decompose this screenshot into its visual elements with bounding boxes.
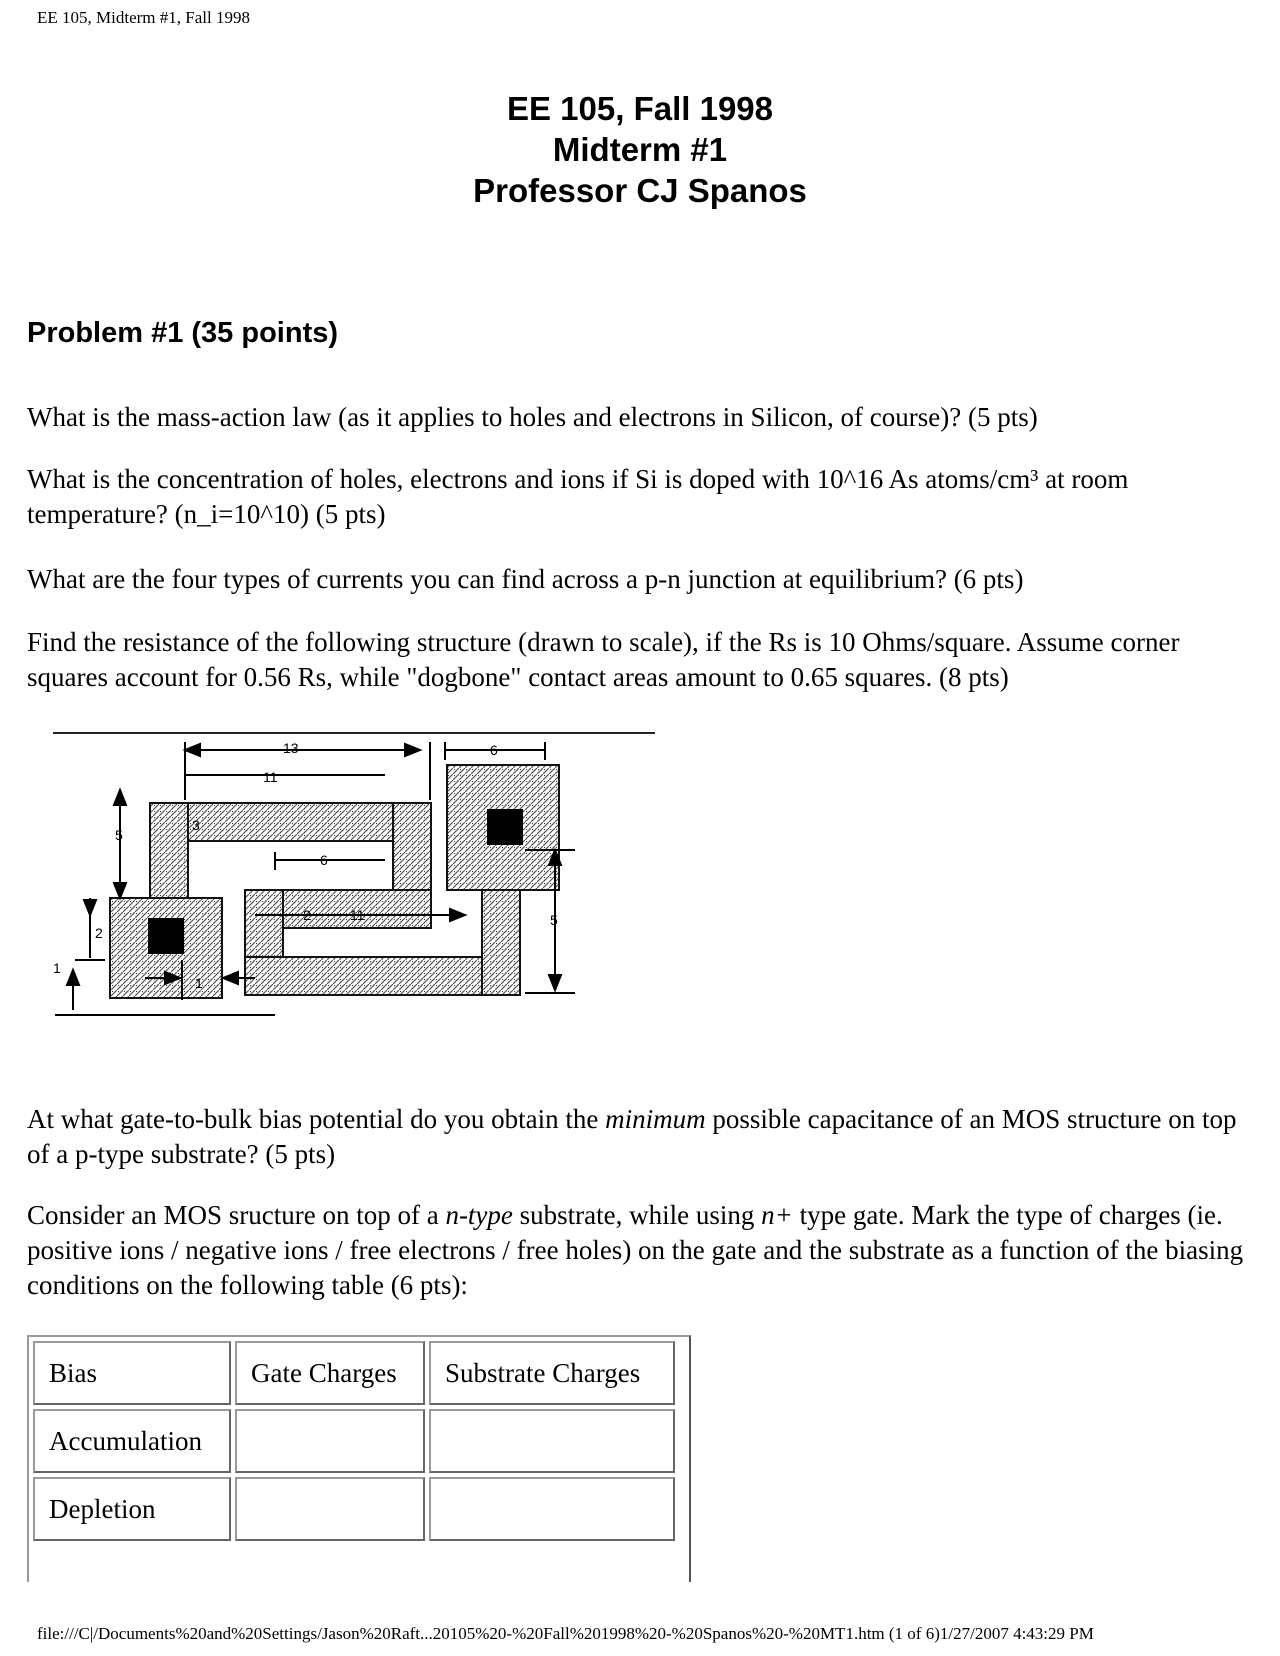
dim-label-mid-width: 6 (320, 852, 328, 868)
exam-title: Midterm #1 (552, 131, 728, 168)
dim-label-left-bottom: 1 (53, 960, 61, 976)
bias-charges-table (27, 1335, 691, 1582)
table-header-gate: Gate Charges (235, 1341, 425, 1405)
arrowhead (405, 744, 420, 756)
question-mass-action: What is the mass-action law (as it applies to holes and electrons in Silicon, of course)? (5 pts) (27, 402, 1038, 432)
emphasis-n-type: n-type (445, 1200, 513, 1230)
table-cell-gate[interactable] (235, 1409, 425, 1473)
arrowhead (114, 790, 126, 805)
question-resistance: Find the resistance of the following structure (drawn to scale), if the Rs is 10 Ohms/square. Assume corner squares account for 0.56 Rs, while "dogbone" contact areas amount to 0.65 squares. (8 pts) (27, 627, 1180, 692)
course-title: EE 105, Fall 1998 (506, 90, 773, 127)
dim-label-bottom-gap: 1 (195, 975, 203, 991)
page-footer: file:///C|/Documents%20and%20Settings/Jason%20Raft...20105%20-%20Fall%201998%20-%20Spanos%20-%20MT1.htm (1 of 6)1/27/2007 4:43:29 PM (37, 1624, 1094, 1643)
dim-label-top-inner: 11 (263, 769, 278, 785)
arrowhead (450, 909, 465, 921)
arrowhead (114, 883, 126, 898)
table-cell-substrate[interactable] (429, 1409, 675, 1473)
left-contact-square (148, 918, 184, 954)
dim-label-left-height: 5 (115, 827, 123, 843)
dim-label-top-outer: 13 (283, 740, 299, 756)
question-min-capacitance: At what gate-to-bulk bias potential do you obtain the minimum possible capacitance of an MOS structure on top of a p-type substrate? (5 pts) (27, 1104, 1237, 1169)
dim-label-inner-height: 3 (192, 817, 200, 833)
dim-label-left-contact: 2 (95, 925, 103, 941)
professor-name: Professor CJ Spanos (473, 172, 807, 209)
right-contact-square (487, 809, 523, 845)
dim-label-right-height: 5 (550, 912, 558, 928)
table-header-substrate: Substrate Charges (429, 1341, 675, 1405)
arrowhead (549, 975, 561, 990)
arrowhead (67, 970, 79, 985)
page-header: EE 105, Midterm #1, Fall 1998 (37, 8, 250, 27)
left-vertical (150, 803, 188, 898)
question-currents: What are the four types of currents you can find across a p-n junction at equilibrium? (6 pts) (27, 564, 1024, 594)
question-mos-charges: Consider an MOS sructure on top of a n-type substrate, while using n+ type gate. Mark the type of charges (ie. positive ions / negative ions / free electrons / free holes) on the gate and the substrate as a function of the biasing conditions on the following table (6 pts): (27, 1200, 1244, 1300)
right-vertical (482, 890, 520, 995)
arrowhead (84, 900, 96, 915)
arrowhead (223, 972, 238, 984)
resistor-body (110, 765, 559, 998)
table-cell-gate[interactable] (235, 1477, 425, 1541)
dim-label-lower-mid: 2 (303, 907, 311, 923)
table-cell-substrate[interactable] (429, 1477, 675, 1541)
emphasis-n-plus: n+ (761, 1200, 793, 1230)
dim-label-lower-inner: 11 (350, 907, 365, 923)
table-header-bias: Bias (33, 1341, 231, 1405)
bottom-bar (245, 957, 517, 995)
question-concentration: What is the concentration of holes, electrons and ions if Si is doped with 10^16 As atoms/cm³ at room temperature? (n_i=10^10) (5 pts) (27, 464, 1129, 529)
problem-heading: Problem #1 (35 points) (27, 317, 339, 349)
dim-label-right-width: 6 (490, 742, 498, 758)
table-cell-bias: Accumulation (33, 1409, 231, 1473)
emphasis-minimum: minimum (605, 1104, 706, 1134)
resistor-layout-diagram (45, 720, 685, 1040)
table-cell-bias: Depletion (33, 1477, 231, 1541)
arrowhead (185, 744, 200, 756)
